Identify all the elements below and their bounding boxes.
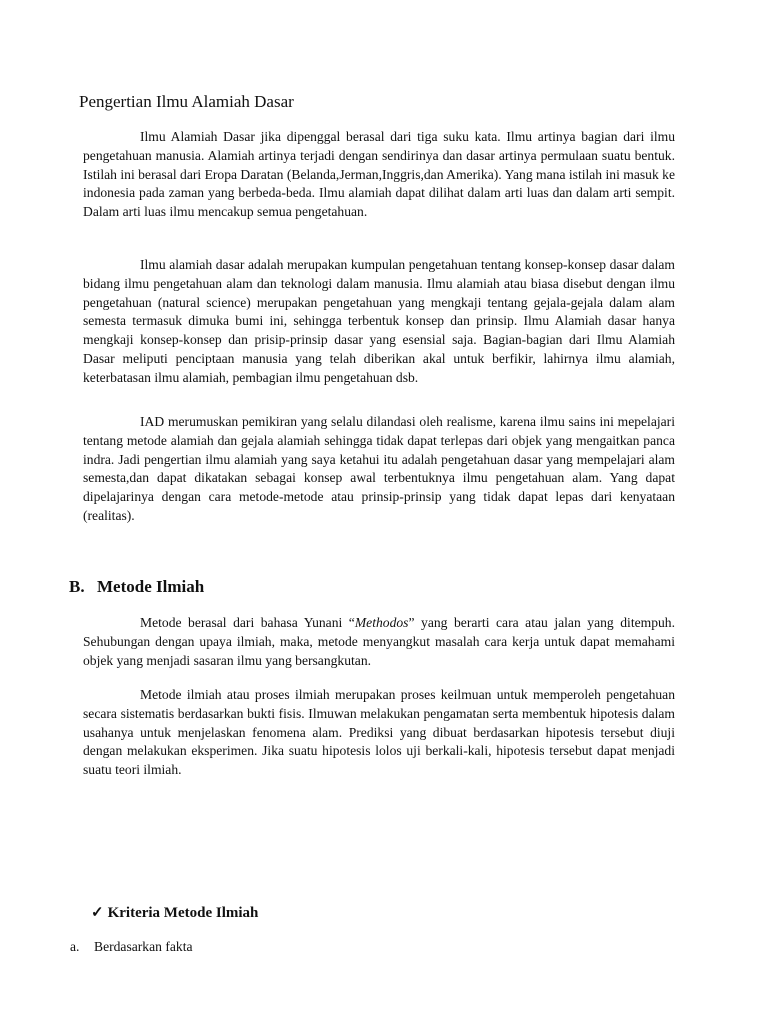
paragraph-metode-ilmiah: Metode ilmiah atau proses ilmiah merupakan proses keilmuan untuk memperoleh pengetahuan secara sistematis berdasarkan bukti fisis. Ilmuwan melakukan pengamatan serta membentuk hipotesis dalam usahanya untuk menjelaskan fenomena alam. Prediksi yang dibuat berdasarkan hipotesis tersebut diuji dengan melakukan eksperimen. Jika suatu hipotesis lolos uji berkali-kali, hipotesis tersebut dapat menjadi suatu teori ilmiah. — [83, 687, 675, 778]
criteria-heading — [91, 903, 258, 922]
criteria-title: Kriteria Metode Ilmiah — [107, 905, 259, 921]
list-item-text: Berdasarkan fakta — [94, 939, 193, 954]
paragraph-3: IAD merumuskan pemikiran yang selalu dilandasi oleh realisme, karena ilmu sains ini mepelajari tentang metode alamiah dan gejala alamiah sehingga tidak dapat terlepas dari objek yang mengaitkan panca indra. Jadi pengertian ilmu alamiah yang saya ketahui itu adalah pengetahuan dasar yang mempelajari alam semesta,dan dapat dikatakan sebagai konsep awal terbentuknya ilmu pengetahuan alam. Yang dapat dipelajarinya dengan cara metode-metode atau prinsip-prinsip yang tidak dapat lepas dari kenyataan (realitas). — [83, 414, 675, 523]
paragraph-metode-text-start: Metode berasal dari bahasa Yunani “ — [140, 615, 355, 630]
checkmark-icon: ✓ — [91, 905, 104, 921]
criteria-list — [70, 939, 193, 955]
section-title: Metode Ilmiah — [97, 577, 205, 596]
page-title: Pengertian Ilmu Alamiah Dasar — [79, 92, 294, 111]
paragraph-2: Ilmu alamiah dasar adalah merupakan kumpulan pengetahuan tentang konsep-konsep dasar dalam bidang ilmu pengetahuan alam dan teknologi dalam manusia. Ilmu alamiah atau biasa disebut dengan ilmu pengetahuan (natural science) merupakan pengetahuan yang mengkaji tentang gejala-gejala dalam alam semesta termasuk dimuka bumi ini, sehingga terbentuk konsep dan prinsip. Ilmu Alamiah dasar hanya mengkaji konsep-konsep dan prisip-prinsip dasar yang esensial saja. Bagian-bagian dari Ilmu Alamiah Dasar meliputi penciptaan manusia yang telah diberikan akal untuk berfikir, lahirnya ilmu alamiah, keterbatasan ilmu alamiah, pembagian ilmu pengetahuan dsb. — [83, 257, 675, 385]
list-item — [70, 939, 193, 955]
paragraph-metode-text-end: ” yang berarti cara atau jalan yang ditempuh. Sehubungan dengan upaya ilmiah, maka, metode menyangkut masalah cara kerja untuk dapat memahami objek yang menjadi sasaran ilmu yang bersangkutan. — [83, 615, 675, 668]
paragraph-metode-definition — [83, 614, 675, 670]
section-heading-metode-ilmiah — [69, 577, 204, 597]
list-marker: a. — [70, 939, 80, 954]
section-number: B. — [69, 577, 85, 596]
methodos-term: Methodos — [354, 615, 409, 630]
paragraph-1: Ilmu Alamiah Dasar jika dipenggal berasal dari tiga suku kata. Ilmu artinya bagian dari ilmu pengetahuan manusia. Alamiah artinya terjadi dengan sendirinya dan dasar artinya permulaan suatu bentuk. Istilah ini berasal dari Eropa Daratan (Belanda,Jerman,Inggris,dan Amerika). Yang mana istilah ini masuk ke indonesia pada zaman yang berbeda-beda. Ilmu alamiah dapat dilihat dalam arti luas dan dalam arti sempit. Dalam arti luas ilmu mencakup semua pengetahuan. — [83, 129, 675, 220]
